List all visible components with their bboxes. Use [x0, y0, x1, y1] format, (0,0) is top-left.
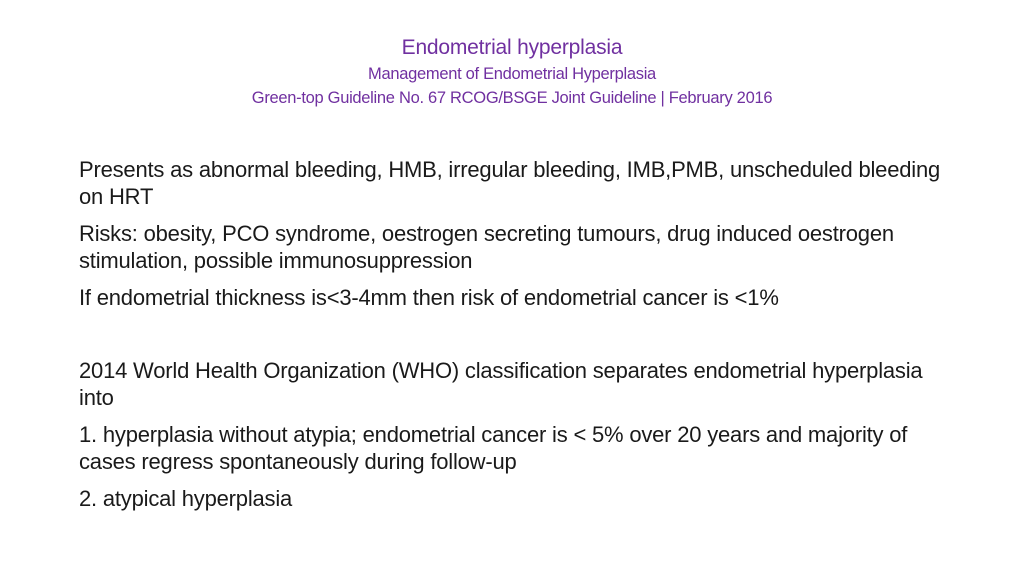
paragraph-spacer [79, 321, 959, 357]
body-paragraph-who-classification: 2014 World Health Organization (WHO) classification separates endometrial hyperplasia into [79, 358, 923, 410]
guideline-reference: Green-top Guideline No. 67 RCOG/BSGE Joint Guideline | February 2016 [251, 89, 773, 107]
body-paragraph-risks: Risks: obesity, PCO syndrome, oestrogen secreting tumours, drug induced oestrogen stimulation, possible immunosuppression [79, 221, 894, 273]
slide-subtitle: Management of Endometrial Hyperplasia [368, 65, 656, 83]
body-paragraph-atypical: 2. atypical hyperplasia [79, 486, 293, 511]
slide-title-block [0, 34, 1024, 110]
body-paragraph-thickness: If endometrial thickness is<3-4mm then risk of endometrial cancer is <1% [79, 285, 779, 310]
body-paragraph-presentation: Presents as abnormal bleeding, HMB, irregular bleeding, IMB,PMB, unscheduled bleeding on HRT [79, 157, 941, 209]
slide-body [79, 156, 959, 522]
slide-title: Endometrial hyperplasia [401, 36, 623, 59]
body-paragraph-without-atypia: 1. hyperplasia without atypia; endometrial cancer is < 5% over 20 years and majority of cases regress spontaneously during follow-up [79, 422, 908, 474]
